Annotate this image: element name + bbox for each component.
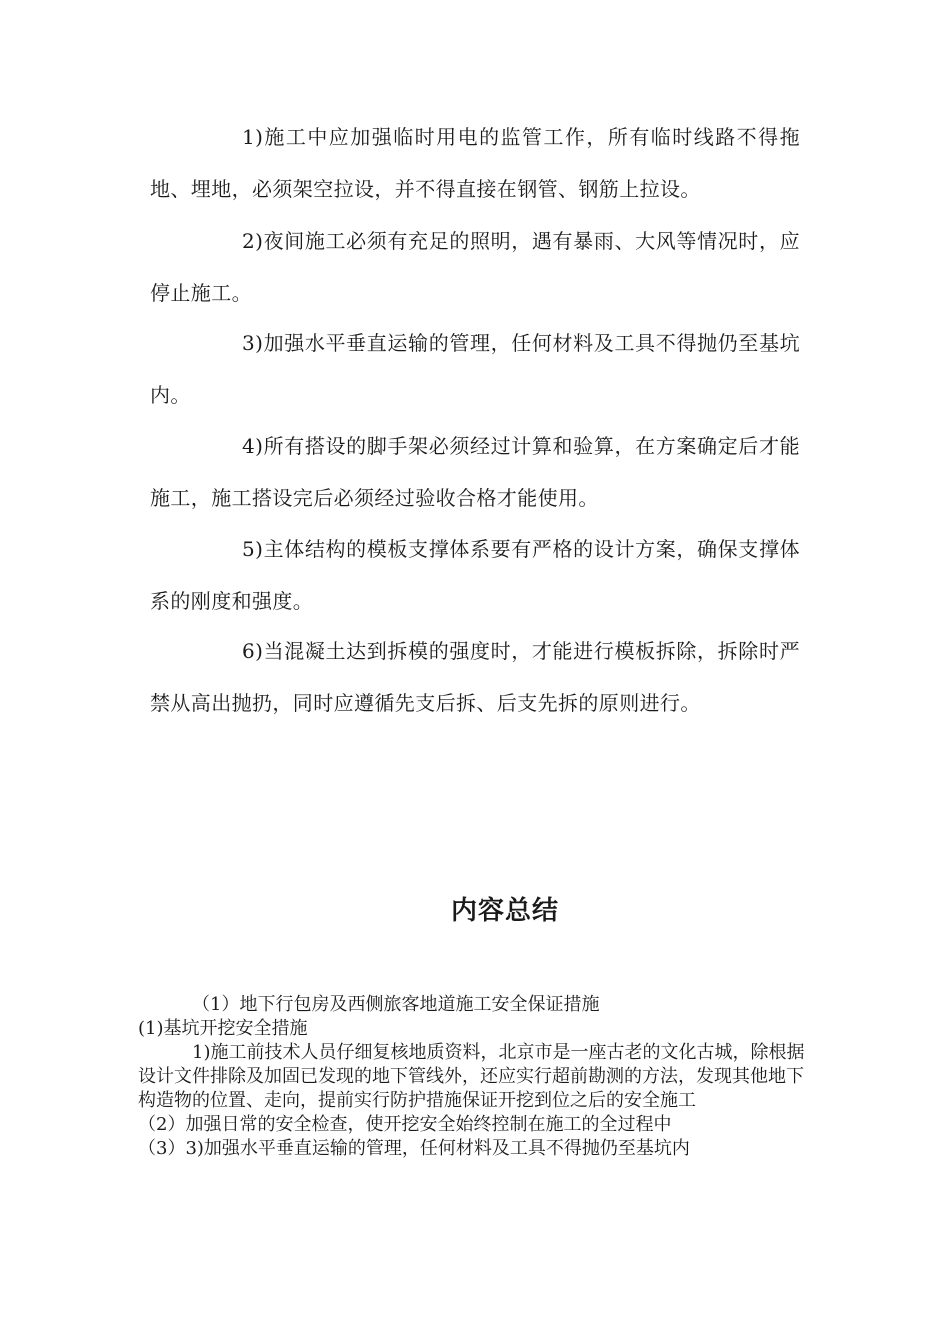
summary-section (138, 993, 808, 1161)
summary-item-4: （2）加强日常的安全检查，使开挖安全始终控制在施工的全过程中 (138, 1114, 672, 1135)
summary-title: 内容总结 (450, 896, 559, 926)
summary-item-2: (1)基坑开挖安全措施 (138, 1018, 308, 1039)
paragraph-5: 5)主体结构的模板支撑体系要有严格的设计方案，确保支撑体系的刚度和强度。 (150, 537, 800, 613)
summary-item-1: （1）地下行包房及西侧旅客地道施工安全保证措施 (192, 994, 600, 1015)
paragraph-4: 4)所有搭设的脚手架必须经过计算和验算，在方案确定后才能施工，施工搭设完后必须经过验收合格才能使用。 (150, 434, 800, 510)
paragraph-3: 3)加强水平垂直运输的管理，任何材料及工具不得抛仍至基坑内。 (150, 331, 800, 407)
paragraph-1: 1)施工中应加强临时用电的监管工作，所有临时线路不得拖地、埋地，必须架空拉设，并不得直接在钢管、钢筋上拉设。 (150, 125, 800, 201)
summary-item-3: 1)施工前技术人员仔细复核地质资料，北京市是一座古老的文化古城，除根据设计文件排除及加固已发现的地下管线外，还应实行超前勘测的方法，发现其他地下构造物的位置、走向，提前实行防护措施保证开挖到位之后的安全施工 (138, 1042, 805, 1111)
summary-item-5: （3）3)加强水平垂直运输的管理，任何材料及工具不得抛仍至基坑内 (138, 1138, 690, 1159)
paragraph-2: 2)夜间施工必须有充足的照明，遇有暴雨、大风等情况时，应停止施工。 (150, 229, 800, 305)
paragraph-6: 6)当混凝土达到拆模的强度时，才能进行模板拆除，拆除时严禁从高出抛扔，同时应遵循先支后拆、后支先拆的原则进行。 (150, 639, 800, 715)
